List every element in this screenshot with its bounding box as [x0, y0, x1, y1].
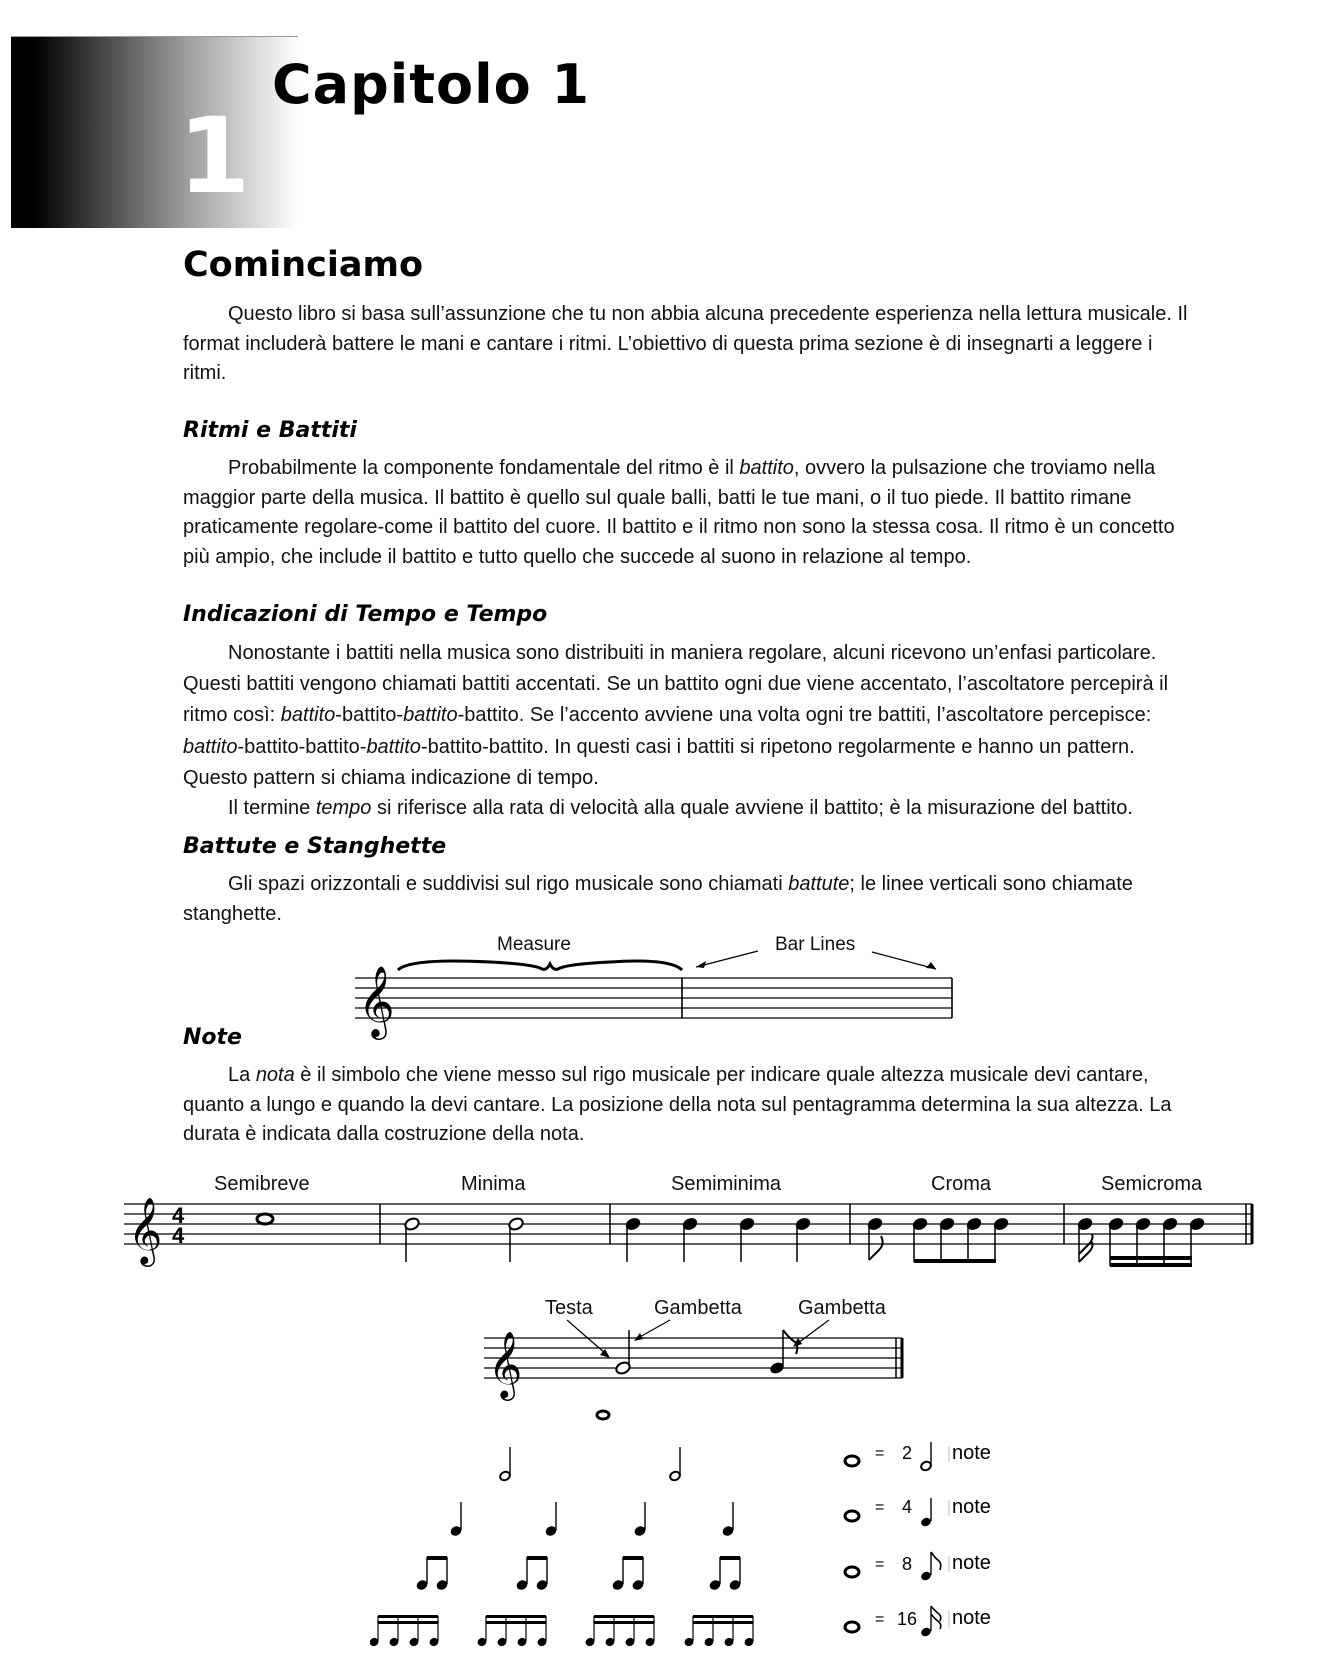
- note-text-a: La: [228, 1064, 256, 1086]
- minima-note-icon: [615, 1330, 632, 1375]
- tempo-text-a: Nonostante i battiti nella musica sono distribuiti in maniera regolare, alcuni ricevono un’enfasi particolare. Questi battiti vengono chiamati battiti accentati. Se un battito ogni due viene accentato, l’ascoltatore percepirà il ritmo così:: [183, 642, 1169, 727]
- label-gambetta-2: Gambetta: [798, 1297, 886, 1319]
- chapter-title: Capitolo 1: [272, 53, 591, 116]
- arrow-gambetta-2: [798, 1320, 829, 1343]
- ritmi-paragraph: [183, 454, 1193, 572]
- unit-note: note: [952, 1607, 991, 1629]
- measure-staff-figure: [350, 940, 960, 1040]
- equals-sign: =: [875, 1556, 885, 1573]
- time-signature-bottom: 4: [172, 1223, 185, 1248]
- arrow-gambetta-1: [638, 1320, 670, 1338]
- tempo2-text-b: si riferisce alla rata di velocità alla quale avviene il battito; è la misurazione del battito.: [371, 797, 1133, 819]
- note-em: nota: [255, 1064, 295, 1086]
- battute-em: battute: [788, 873, 850, 895]
- semibreve-note-icon: [257, 1214, 273, 1224]
- arrow-left: [696, 951, 758, 967]
- heading-tempo: Indicazioni di Tempo e Tempo: [183, 602, 548, 627]
- banner-top-rule: [11, 36, 298, 37]
- croma-note-icon: [769, 1330, 798, 1375]
- treble-clef-icon: 𝄞: [488, 1332, 523, 1397]
- whole-note-icon: [597, 1411, 609, 1419]
- time-signature-top: 4: [172, 1203, 185, 1228]
- semiminima-notes: [625, 1217, 812, 1262]
- tempo-paragraph-1: [183, 638, 1193, 794]
- tempo-em-3: battito: [183, 735, 238, 758]
- note-paragraph: [183, 1061, 1193, 1150]
- unit-note: note: [952, 1442, 991, 1464]
- note-subdivision-tree: [370, 1405, 800, 1662]
- label-bar-lines: Bar Lines: [775, 934, 856, 955]
- ritmi-text-a: Probabilmente la componente fondamentale del ritmo è il: [228, 457, 740, 479]
- eighth-notes-row: [416, 1556, 741, 1591]
- section-title: Cominciamo: [183, 245, 423, 285]
- intro-text: Questo libro si basa sull’assunzione che tu non abbia alcuna precedente esperienza nella lettura musicale. Il format includerà battere le mani e cantare i ritmi. L’obiettivo di questa prima sezione è di insegnarti a leggere i ritmi.: [183, 303, 1188, 384]
- quarter-notes-row: [450, 1502, 734, 1537]
- tempo-text-e: -battito-battito. In questi casi i battiti si ripetono regolarmente e hanno un pattern. Questo pattern si chiama indicazione di tempo.: [183, 735, 1135, 789]
- staff-lines: [484, 1338, 902, 1378]
- equals-sign: =: [875, 1445, 885, 1462]
- equivalence-row-1: [845, 1442, 991, 1472]
- tempo-em-1: battito: [280, 704, 336, 727]
- treble-clef-icon: 𝄞: [358, 967, 395, 1036]
- label-gambetta-1: Gambetta: [654, 1297, 742, 1319]
- label-semiminima: Semiminima: [671, 1173, 782, 1195]
- arrowhead-left: [696, 961, 706, 968]
- count-8: 8: [902, 1554, 913, 1574]
- whole-note-icon: [845, 1456, 859, 1466]
- tempo-paragraph-2: [183, 794, 1193, 824]
- half-notes-row: [499, 1447, 681, 1482]
- heading-note: Note: [183, 1025, 242, 1050]
- arrowhead-gambetta-1: [634, 1333, 643, 1341]
- count-4: 4: [902, 1497, 913, 1517]
- note-values-staff: [120, 1190, 1260, 1280]
- label-semibreve: Semibreve: [214, 1173, 310, 1195]
- battute-text-b: ; le linee verticali sono chiamate stanghette.: [183, 873, 1133, 925]
- whole-note-icon: [845, 1567, 859, 1577]
- label-measure: Measure: [497, 934, 571, 955]
- tempo-text-c: -battito. Se l’accento avviene una volta ogni tre battiti, l’ascoltatore percepisce:: [457, 704, 1152, 727]
- count-16: 16: [897, 1609, 918, 1629]
- unit-note: note: [952, 1552, 991, 1574]
- note-parts-staff: [480, 1308, 910, 1404]
- equivalence-row-3: [845, 1552, 991, 1582]
- heading-battute: Battute e Stanghette: [183, 834, 447, 859]
- tempo-em-4: battito: [366, 735, 421, 758]
- whole-note-icon: [845, 1622, 859, 1632]
- equivalence-row-2: [845, 1496, 991, 1528]
- arrow-testa: [567, 1320, 606, 1354]
- note-text-b: è il simbolo che viene messo sul rigo musicale per indicare quale altezza musicale devi cantare, quanto a lungo e quando la devi cantare. La posizione della nota sul pentagramma determina la sua altezza. La durata è indicata dalla costruzione della nota.: [183, 1064, 1172, 1145]
- intro-paragraph: [183, 300, 1193, 389]
- whole-note-icon: [845, 1511, 859, 1521]
- label-minima: Minima: [461, 1173, 526, 1195]
- equals-sign: =: [875, 1611, 885, 1628]
- tempo-text-b: -battito-: [335, 704, 404, 727]
- ritmi-text-b: , ovvero la pulsazione che troviamo nella maggior parte della musica. Il battito è quello sul quale balli, batti le tue mani, o il tuo piede. Il battito rimane praticamente regolare-come il battito del cuore. Il battito e il ritmo non sono la stessa cosa. Il ritmo è un concetto più ampio, che include il battito e tutto quello che succede al suono in relazione al tempo.: [183, 457, 1175, 568]
- equivalence-table: [840, 1430, 1000, 1660]
- ritmi-em: battito: [739, 457, 794, 479]
- chapter-number: 1: [178, 95, 249, 217]
- treble-clef-icon: 𝄞: [128, 1198, 163, 1263]
- tempo2-em: tempo: [315, 797, 372, 819]
- equals-sign: =: [875, 1499, 885, 1516]
- tempo2-text-a: Il termine: [228, 797, 316, 819]
- battute-text-a: Gli spazi orizzontali e suddivisi sul rigo musicale sono chiamati: [228, 873, 789, 895]
- tempo-em-2: battito: [403, 704, 458, 727]
- unit-note: note: [952, 1496, 991, 1518]
- label-croma: Croma: [931, 1173, 992, 1195]
- label-semicroma: Semicroma: [1101, 1173, 1203, 1195]
- minima-notes: [404, 1217, 525, 1262]
- equivalence-row-4: [845, 1606, 991, 1638]
- arrow-right: [872, 952, 936, 969]
- battute-paragraph: [183, 870, 1193, 929]
- label-testa: Testa: [545, 1297, 593, 1319]
- arrowhead-right: [926, 962, 936, 969]
- measure-brace: [398, 961, 682, 970]
- chapter-banner: [11, 36, 298, 228]
- count-2: 2: [902, 1443, 913, 1463]
- heading-ritmi: Ritmi e Battiti: [183, 418, 357, 443]
- sixteenth-notes-row: [370, 1615, 754, 1647]
- tempo-text-d: -battito-battito-: [237, 735, 367, 758]
- staff-lines: [355, 978, 952, 1018]
